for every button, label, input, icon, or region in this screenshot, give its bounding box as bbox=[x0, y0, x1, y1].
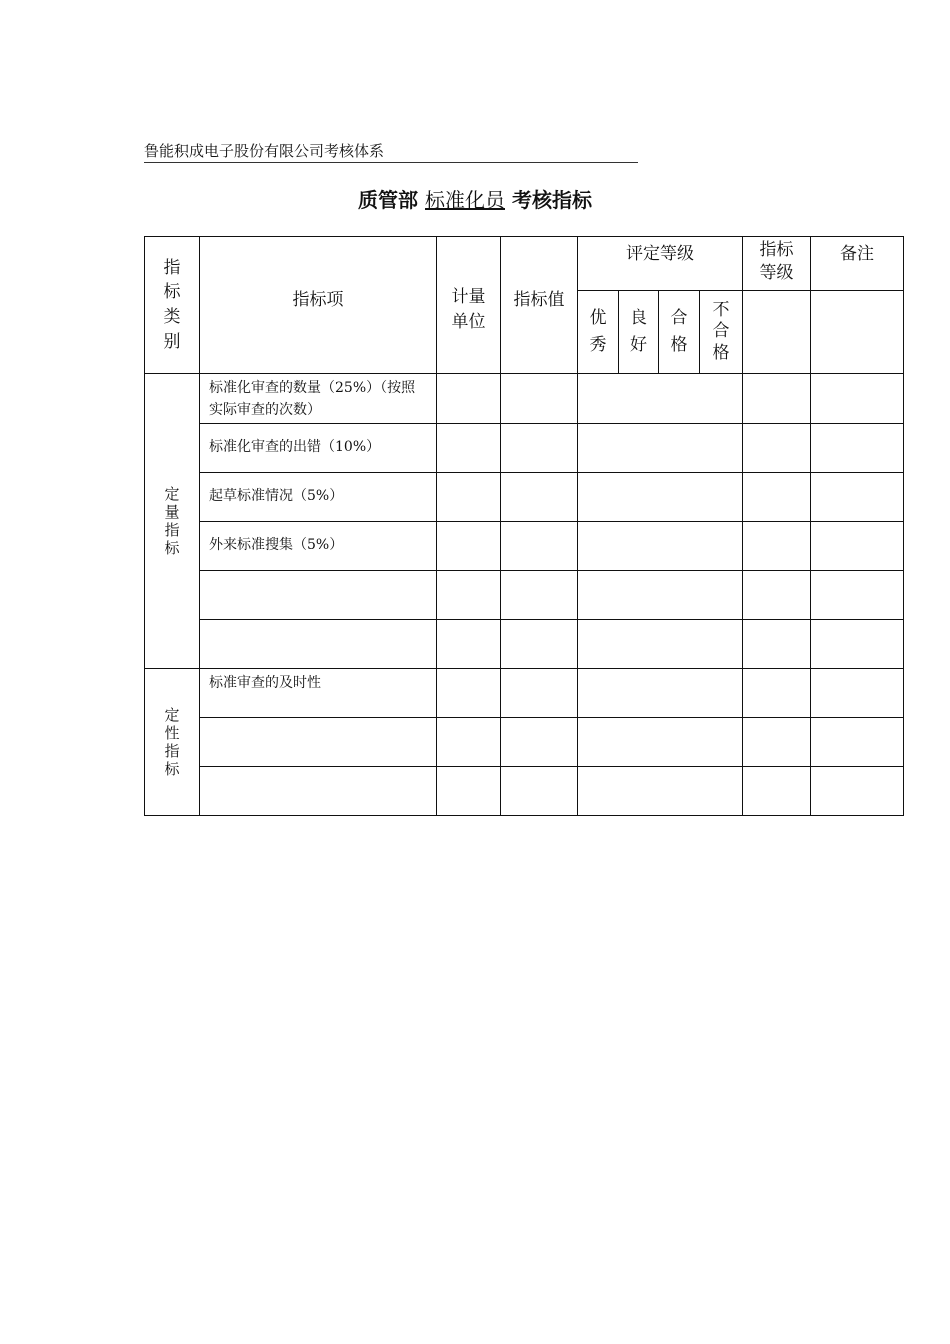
grade-good: 良好 bbox=[619, 291, 659, 374]
grade-fail: 不合格 bbox=[700, 291, 743, 374]
item-cell bbox=[200, 571, 437, 620]
grade-pass: 合格 bbox=[659, 291, 700, 374]
company-system-header: 鲁能积成电子股份有限公司考核体系 bbox=[144, 140, 638, 163]
grade-excellent: 优秀 bbox=[578, 291, 619, 374]
item-cell: 起草标准情况（5%） bbox=[200, 473, 437, 522]
header-target: 指标值 bbox=[501, 237, 578, 374]
header-item: 指标项 bbox=[200, 237, 437, 374]
remark-cell bbox=[811, 291, 904, 374]
header-unit: 计量单位 bbox=[437, 237, 501, 374]
header-level: 指标等级 bbox=[743, 237, 811, 291]
item-cell: 标准化审查的数量（25%）（按照实际审查的次数） bbox=[200, 374, 437, 424]
header-category: 指标类别 bbox=[145, 237, 200, 374]
item-cell bbox=[200, 718, 437, 767]
item-cell bbox=[200, 767, 437, 816]
page-title bbox=[0, 184, 950, 213]
title-suffix: 考核指标 bbox=[511, 188, 592, 212]
title-department: 质管部 bbox=[358, 188, 419, 212]
header-rating: 评定等级 bbox=[578, 237, 743, 291]
assessment-table bbox=[144, 236, 904, 816]
header-remark: 备注 bbox=[811, 237, 904, 291]
item-cell bbox=[200, 620, 437, 669]
level-cell bbox=[743, 291, 811, 374]
category-quantitative: 定量指标 bbox=[145, 374, 200, 669]
item-cell: 标准化审查的出错（10%） bbox=[200, 424, 437, 473]
item-cell: 标准审查的及时性 bbox=[200, 669, 437, 718]
category-qualitative: 定性指标 bbox=[145, 669, 200, 816]
title-position: 标准化员 bbox=[425, 188, 505, 212]
item-cell: 外来标准搜集（5%） bbox=[200, 522, 437, 571]
